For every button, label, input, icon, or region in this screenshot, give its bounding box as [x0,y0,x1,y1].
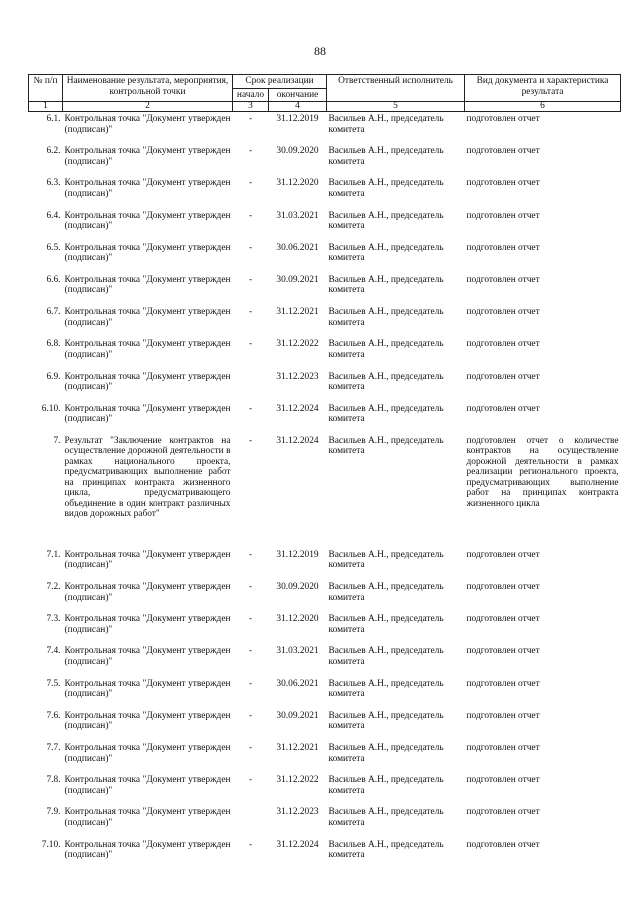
row-start-date: - [248,678,253,689]
control-point-row [29,612,621,644]
row-start-date: - [248,339,253,350]
row-number: 6.10. [41,403,61,414]
control-point-row [29,741,621,773]
row-name: Контрольная точка "Документ утвержден (подписан)" [64,371,231,392]
page-number: 88 [314,44,326,58]
row-number: 6.4. [46,210,61,221]
row-start-date: - [248,775,253,786]
row-end-date: 30.09.2020 [276,582,319,593]
row-responsible: Васильев А.Н., председатель комитета [328,339,444,360]
row-number: 7.10. [41,839,61,850]
row-name: Контрольная точка "Документ утвержден (подписан)" [64,210,231,232]
control-point-row [29,112,621,145]
row-responsible: Васильев А.Н., председатель комитета [328,678,444,700]
result-row [29,434,621,548]
header-doc: Вид документа и характеристика результата [465,75,621,102]
row-document-type: подготовлен отчет [466,775,540,786]
control-point-row [29,305,621,337]
row-start-date: - [248,549,253,560]
row-responsible: Васильев А.Н., председатель комитета [328,839,444,861]
row-name: Контрольная точка "Документ утвержден (подписан)" [64,274,231,296]
control-point-row [29,548,621,580]
column-number-3: 3 [233,102,269,112]
row-end-date: 30.06.2021 [276,678,319,689]
row-start-date: - [248,743,253,753]
row-responsible: Васильев А.Н., председатель комитета [328,114,444,135]
row-end-date: 31.12.2020 [276,614,319,625]
row-document-type: подготовлен отчет [466,839,540,850]
row-responsible: Васильев А.Н., председатель комитета [328,549,444,571]
row-name: Результат "Заключение контрактов на осуществление дорожной деятельности в рамках национального проекта, предусматривающих выполнение работ на принципах контракта жизненного цикла, предусматривающего объединение в один контракт различных видов дорожных работ" [64,435,231,520]
row-document-type: подготовлен отчет [466,371,540,382]
row-name: Контрольная точка "Документ утвержден (подписан)" [64,710,231,732]
row-number: 7.1. [46,549,61,560]
control-point-row [29,773,621,805]
control-point-row [29,709,621,741]
control-point-row [29,677,621,709]
row-number: 6.9. [46,371,61,382]
row-number: 6.7. [46,307,61,318]
row-responsible: Васильев А.Н., председатель комитета [328,743,444,764]
row-end-date: 30.09.2021 [276,710,319,721]
row-responsible: Васильев А.Н., председатель комитета [328,274,444,296]
row-start-date: - [248,242,253,253]
column-number-5: 5 [327,102,465,112]
row-start-date: - [248,403,253,414]
control-point-row [29,144,621,176]
row-name: Контрольная точка "Документ утвержден (подписан)" [64,114,231,135]
row-start-date: - [248,839,253,850]
row-end-date: 31.12.2024 [276,435,319,446]
row-document-type: подготовлен отчет [466,807,540,818]
row-end-date: 31.12.2024 [276,403,319,414]
row-document-type: подготовлен отчет [466,178,540,189]
row-name: Контрольная точка "Документ утвержден (подписан)" [64,307,231,328]
row-document-type: подготовлен отчет [466,210,540,221]
row-end-date: 31.12.2019 [276,549,319,560]
control-point-row [29,241,621,273]
row-name: Контрольная точка "Документ утвержден (подписан)" [64,775,231,796]
row-number: 6.2. [46,146,61,157]
row-number: 7.5. [46,678,61,689]
header-responsible: Ответственный исполнитель [327,75,465,102]
table-header [29,75,621,112]
row-name: Контрольная точка "Документ утвержден (подписан)" [64,178,231,199]
header-name: Наименование результата, мероприятия, контрольной точки [63,75,233,102]
row-name: Контрольная точка "Документ утвержден (подписан)" [64,807,231,828]
row-responsible: Васильев А.Н., председатель комитета [328,582,444,603]
row-document-type: подготовлен отчет [466,403,540,414]
row-end-date: 31.12.2022 [276,775,319,786]
row-document-type: подготовлен отчет [466,307,540,318]
row-start-date: - [248,114,253,124]
column-number-4: 4 [269,102,327,112]
row-end-date: 30.09.2021 [276,274,319,285]
row-start-date: - [248,210,253,221]
row-name: Контрольная точка "Документ утвержден (подписан)" [64,242,231,264]
control-point-row [29,644,621,676]
row-end-date: 31.12.2021 [276,743,319,753]
row-start-date: - [248,435,253,446]
row-document-type: подготовлен отчет [466,646,540,657]
row-name: Контрольная точка "Документ утвержден (подписан)" [64,549,231,571]
row-number: 7.4. [46,646,61,657]
row-start-date: - [248,307,253,318]
row-document-type: подготовлен отчет [466,242,540,253]
row-number: 6.8. [46,339,61,350]
row-document-type: подготовлен отчет [466,614,540,625]
row-start-date [233,805,269,837]
row-document-type: подготовлен отчет [466,339,540,350]
column-number-2: 2 [63,102,233,112]
row-name: Контрольная точка "Документ утвержден (подписан)" [64,646,231,667]
row-end-date: 31.12.2019 [276,114,319,124]
row-end-date: 31.12.2024 [276,839,319,850]
header-end: окончание [269,88,327,102]
control-point-row [29,370,621,402]
row-number: 6.6. [46,274,61,285]
row-end-date: 31.03.2021 [276,646,319,657]
row-number: 7.9. [46,807,61,818]
row-end-date: 31.12.2023 [276,807,319,818]
control-point-row [29,580,621,612]
header-num: № п/п [29,75,63,102]
row-number: 7.7. [46,743,61,753]
row-name: Контрольная точка "Документ утвержден (подписан)" [64,582,231,603]
row-end-date: 31.12.2020 [276,178,319,189]
row-number: 7.8. [46,775,61,786]
row-responsible: Васильев А.Н., председатель комитета [328,807,444,828]
control-point-row [29,209,621,241]
row-document-type: подготовлен отчет [466,743,540,753]
control-point-row [29,337,621,369]
control-points-table [28,74,621,870]
row-start-date [233,370,269,402]
row-responsible: Васильев А.Н., председатель комитета [328,146,444,167]
row-number: 6.5. [46,242,61,253]
row-responsible: Васильев А.Н., председатель комитета [328,435,444,457]
row-document-type: подготовлен отчет [466,114,540,124]
control-point-row [29,273,621,305]
row-name: Контрольная точка "Документ утвержден (подписан)" [64,743,231,764]
column-number-1: 1 [29,102,63,112]
control-point-row [29,176,621,208]
row-number: 6.1. [46,114,61,124]
row-number: 7.3. [46,614,61,625]
row-responsible: Васильев А.Н., председатель комитета [328,710,444,732]
row-start-date: - [248,614,253,625]
row-end-date: 31.12.2023 [276,371,319,382]
row-responsible: Васильев А.Н., председатель комитета [328,371,444,392]
row-end-date: 30.09.2020 [276,146,319,157]
row-name: Контрольная точка "Документ утвержден (подписан)" [64,339,231,360]
row-start-date: - [248,146,253,157]
row-responsible: Васильев А.Н., председатель комитета [328,403,444,425]
row-responsible: Васильев А.Н., председатель комитета [328,646,444,667]
column-number-6: 6 [465,102,621,112]
row-number: 7.2. [46,582,61,593]
row-name: Контрольная точка "Документ утвержден (подписан)" [64,614,231,635]
row-end-date: 31.03.2021 [276,210,319,221]
row-start-date: - [248,582,253,593]
row-responsible: Васильев А.Н., председатель комитета [328,210,444,232]
row-name: Контрольная точка "Документ утвержден (подписан)" [64,678,231,700]
row-responsible: Васильев А.Н., председатель комитета [328,775,444,796]
row-responsible: Васильев А.Н., председатель комитета [328,242,444,264]
row-name: Контрольная точка "Документ утвержден (подписан)" [64,403,231,425]
row-start-date: - [248,710,253,721]
row-document-type: подготовлен отчет [466,582,540,593]
row-document-type: подготовлен отчет [466,678,540,689]
row-document-type: подготовлен отчет о количестве контрактов на осуществление дорожной деятельности в рамках реализации регионального проекта, предусматривающих выполнение работ на принципах контракта жизненного цикла [466,435,619,509]
control-point-row [29,402,621,434]
row-end-date: 31.12.2022 [276,339,319,350]
row-end-date: 31.12.2021 [276,307,319,318]
row-number: 7. [53,435,61,446]
row-start-date: - [248,274,253,285]
row-responsible: Васильев А.Н., председатель комитета [328,307,444,328]
row-document-type: подготовлен отчет [466,710,540,721]
row-document-type: подготовлен отчет [466,549,540,560]
row-end-date: 30.06.2021 [276,242,319,253]
row-responsible: Васильев А.Н., председатель комитета [328,178,444,199]
table-body [29,112,621,870]
row-number: 7.6. [46,710,61,721]
header-start: начало [233,88,269,102]
control-point-row [29,805,621,837]
row-start-date: - [248,178,253,189]
control-point-row [29,838,621,870]
row-name: Контрольная точка "Документ утвержден (подписан)" [64,839,231,861]
row-responsible: Васильев А.Н., председатель комитета [328,614,444,635]
row-start-date: - [248,646,253,657]
row-name: Контрольная точка "Документ утвержден (подписан)" [64,146,231,167]
header-period: Срок реализации [233,75,327,89]
row-document-type: подготовлен отчет [466,274,540,285]
row-number: 6.3. [46,178,61,189]
row-document-type: подготовлен отчет [466,146,540,157]
